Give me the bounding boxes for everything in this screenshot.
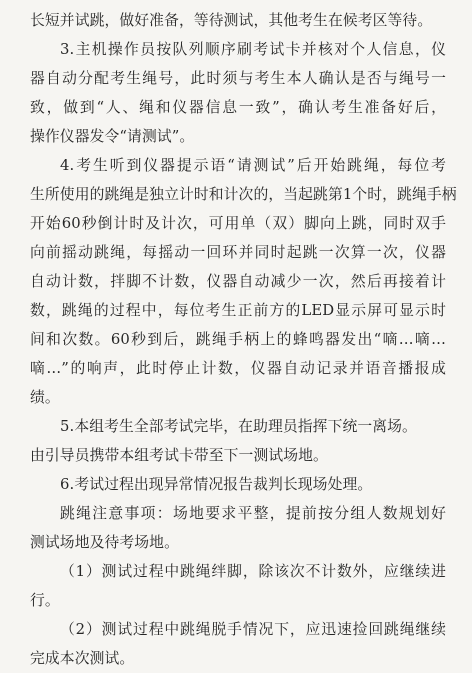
- text-line: 完成本次测试。: [30, 650, 135, 667]
- text-line: 绩。: [30, 389, 60, 406]
- document-body: [30, 6, 457, 673]
- text-line: 操作仪器发令“请测试”。: [30, 128, 195, 145]
- text-line: 自动计数，拌脚不计数，仪器自动减少一次，然后再接着计: [30, 273, 446, 290]
- text-line: 向前摇动跳绳，每摇动一回环并同时起跳一次算一次，仪器: [30, 244, 446, 261]
- text-line: 开始60秒倒计时及计次，可用单（双）脚向上跳，同时双手: [30, 215, 446, 232]
- text-line: （1）测试过程中跳绳绊脚，除该次不计数外，应继续进: [60, 563, 446, 580]
- text-line: 生所使用的跳绳是独立计时和计次的，当起跳第1个时，跳绳手柄: [30, 186, 457, 203]
- text-line: 器自动分配考生绳号，此时须与考生本人确认是否与绳号一: [30, 70, 446, 87]
- text-line: 由引导员携带本组考试卡带至下一测试场地。: [30, 447, 328, 464]
- text-line: 6.考试过程出现异常情况报告裁判长现场处理。: [60, 476, 373, 493]
- text-line: 4.考生听到仪器提示语“请测试”后开始跳绳，每位考: [60, 157, 446, 174]
- text-line: 长短并试跳，做好准备，等待测试，其他考生在候考区等待。: [30, 12, 433, 29]
- text-line: 测试场地及待考场地。: [30, 534, 179, 551]
- text-line: 嘀…”的响声，此时停止计数，仪器自动记录并语音播报成: [30, 360, 446, 377]
- text-line: （2）测试过程中跳绳脱手情况下，应迅速捡回跳绳继续: [60, 621, 446, 638]
- text-line: 数，跳绳的过程中，每位考生正前方的LED显示屏可显示时: [30, 302, 446, 319]
- text-line: 致，做到“人、绳和仪器信息一致”，确认考生准备好后，: [30, 99, 446, 116]
- text-line: 间和次数。60秒到后，跳绳手柄上的蜂鸣器发出“嘀…嘀…: [30, 331, 446, 348]
- text-line: 行。: [30, 592, 60, 609]
- text-line: 3.主机操作员按队列顺序刷考试卡并核对个人信息，仪: [60, 41, 446, 58]
- text-line: 跳绳注意事项：场地要求平整，提前按分组人数规划好: [60, 505, 446, 522]
- text-line: 5.本组考生全部考试完毕，在助理员指挥下统一离场。: [60, 418, 417, 435]
